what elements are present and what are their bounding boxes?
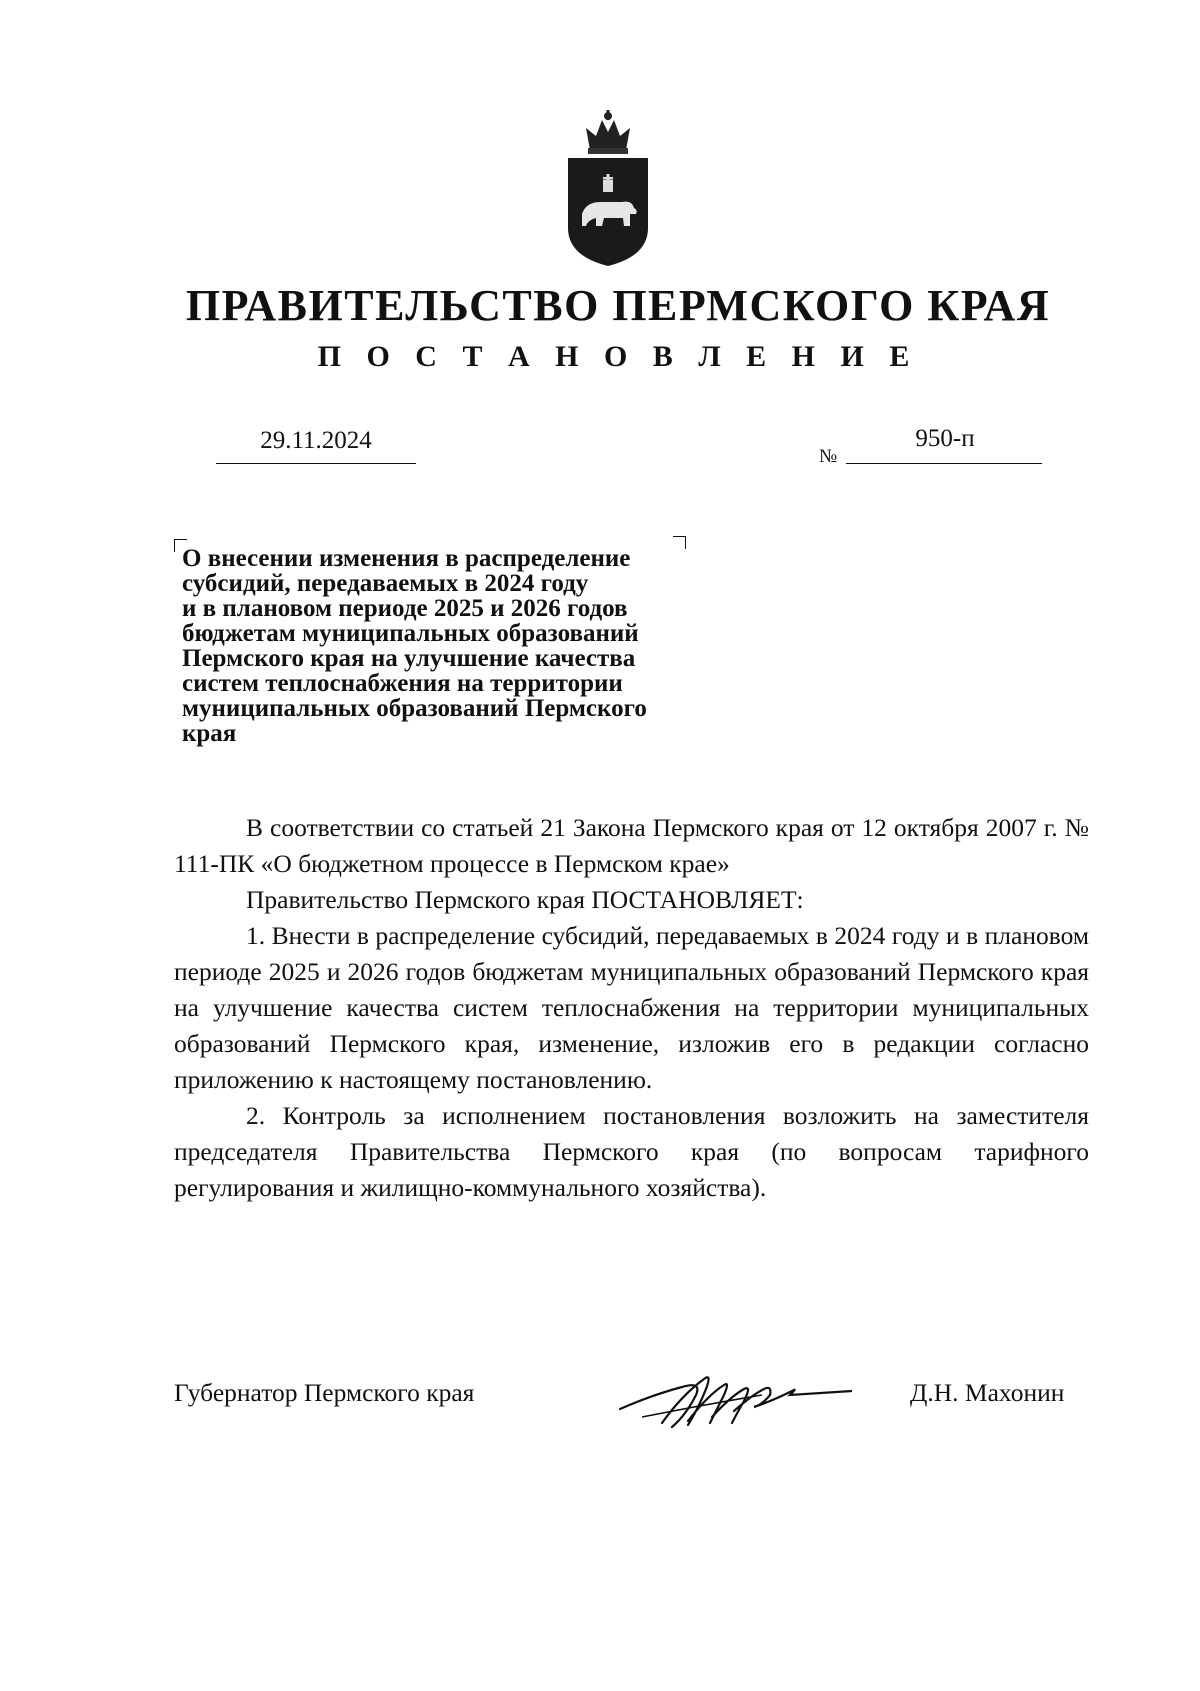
document-number: 950-п [915, 425, 975, 452]
number-underline [846, 463, 1042, 464]
signatory-name: Д.Н. Махонин [910, 1378, 1065, 1407]
paragraph-resolves: Правительство Пермского края ПОСТАНОВЛЯЕТ: [246, 885, 804, 914]
subject-line: О внесении изменения в распределение [182, 545, 631, 572]
paragraph-item-1: 1. Внести в распределение субсидий, передаваемых в 2024 году и в плановом периоде 2025 и 2026 годов бюджетам муниципальных образований Пермского края на улучшение качества систем теплоснабжения на территории муниципальных образований Пермского края, изменение, изложив его в редакции согласно приложению к настоящему постановлению. [174, 921, 1089, 1094]
subject-line: муниципальных образований Пермского [182, 695, 647, 722]
paragraph-item-2: 2. Контроль за исполнением постановления возложить на заместителя председателя Правительства Пермского края (по вопросам тарифного регулирования и жилищно-коммунального хозяйства). [174, 1101, 1089, 1202]
organization-title: ПРАВИТЕЛЬСТВО ПЕРМСКОГО КРАЯ [185, 281, 1051, 330]
document-body [174, 810, 1089, 1206]
handwritten-signature [612, 1365, 852, 1435]
coat-of-arms-emblem [560, 110, 656, 266]
document-date: 29.11.2024 [260, 427, 372, 454]
subject-line: и в плановом периоде 2025 и 2026 годов [182, 595, 628, 622]
subject-line: систем теплоснабжения на территории [182, 670, 623, 697]
paragraph-legal-basis: В соответствии со статьей 21 Закона Пермского края от 12 октября 2007 г. № 111-ПК «О бюджетном процессе в Пермском крае» [174, 813, 1089, 878]
number-sign: № [819, 446, 838, 467]
signatory-position: Губернатор Пермского края [174, 1378, 475, 1407]
subject-line: субсидий, передаваемых в 2024 году [182, 570, 589, 597]
document-subject [182, 546, 722, 746]
subject-line: края [182, 720, 237, 747]
subject-line: Пермского края на улучшение качества [182, 645, 636, 672]
subject-line: бюджетам муниципальных образований [182, 620, 639, 647]
document-type-heading: П О С Т А Н О В Л Е Н И Е [317, 340, 919, 373]
date-underline [216, 463, 416, 464]
